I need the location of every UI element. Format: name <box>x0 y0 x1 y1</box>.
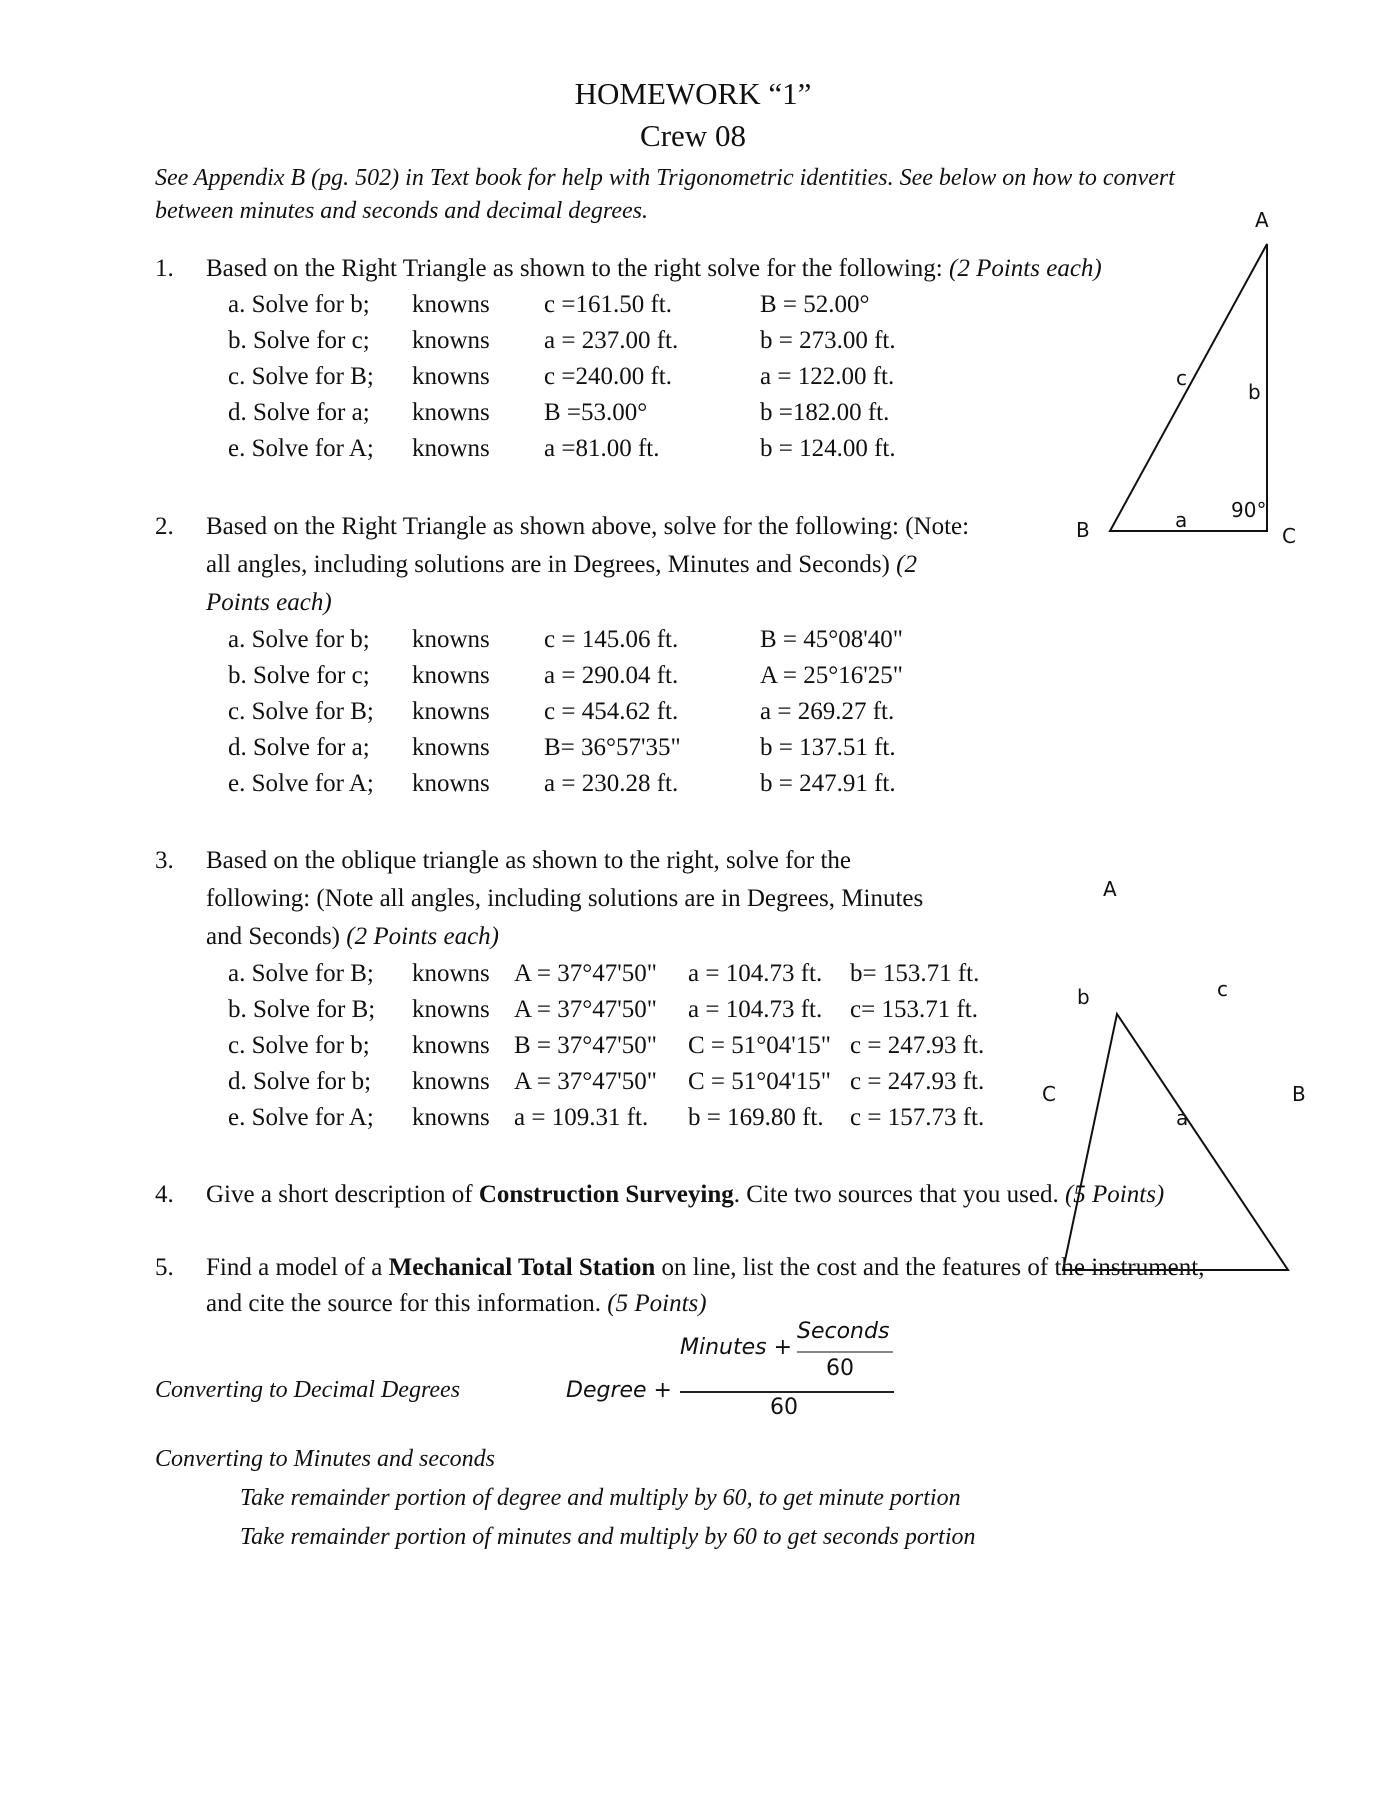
known-value-2: b = 273.00 ft. <box>760 327 896 354</box>
problem-row <box>0 662 1386 696</box>
page-subtitle: Crew 08 <box>640 118 746 153</box>
vertex-c-label: C <box>1282 524 1296 548</box>
known-value-2: a = 122.00 ft. <box>760 363 895 390</box>
topic-bold: Construction Surveying <box>478 1181 734 1208</box>
side-b-label: b <box>1248 380 1261 404</box>
vertex-c-label: C <box>1042 1082 1056 1106</box>
vertex-b-label: B <box>1292 1082 1306 1106</box>
formula-inner-denominator: 60 <box>826 1356 854 1381</box>
known-value-1: A = 37°47'50" <box>514 960 657 987</box>
knowns-label: knowns <box>412 960 490 987</box>
knowns-label: knowns <box>412 698 490 725</box>
question-number: 4. <box>155 1181 174 1208</box>
knowns-label: knowns <box>412 626 490 653</box>
points-label: (5 Points) <box>607 1290 707 1317</box>
question-prompt-tail: . Cite two sources that you used. <box>733 1181 1065 1208</box>
side-a-label: a <box>1176 1106 1189 1130</box>
question-prompt: Based on the Right Triangle as shown to the right solve for the following: <box>206 255 943 282</box>
problem-label: e. Solve for A; <box>228 1104 374 1131</box>
knowns-label: knowns <box>412 770 490 797</box>
problem-label: e. Solve for A; <box>228 435 374 462</box>
problem-label: a. Solve for b; <box>228 291 370 318</box>
question-prompt: and cite the source for this information. <box>206 1290 608 1317</box>
known-value-1: c =161.50 ft. <box>544 291 672 318</box>
knowns-label: knowns <box>412 734 490 761</box>
dms-step-2: Take remainder portion of minutes and multiply by 60 to get seconds portion <box>240 1524 976 1550</box>
known-value-2: a = 269.27 ft. <box>760 698 895 725</box>
problem-label: c. Solve for b; <box>228 1032 370 1059</box>
question-text <box>206 1181 1164 1209</box>
problem-label: d. Solve for a; <box>228 734 370 761</box>
problem-row <box>0 1068 1386 1102</box>
question-number: 3. <box>155 847 174 874</box>
problem-row <box>0 626 1386 660</box>
question-text-line-1: Based on the Right Triangle as shown above, solve for the following: (Note: <box>206 513 970 540</box>
question-text-line-1 <box>206 1254 1204 1282</box>
vertex-a-label: A <box>1255 208 1269 232</box>
formula-seconds-numerator: Seconds <box>797 1319 890 1344</box>
formula-outer-denominator: 60 <box>770 1395 798 1420</box>
knowns-label: knowns <box>412 399 490 426</box>
problem-label: a. Solve for b; <box>228 626 370 653</box>
known-value-2: B = 45°08'40" <box>760 626 903 653</box>
known-value-1: a = 109.31 ft. <box>514 1104 649 1131</box>
known-value-1: B= 36°57'35" <box>544 734 681 761</box>
known-value-2: C = 51°04'15" <box>688 1032 831 1059</box>
question-prompt-tail: on line, list the cost and the features of the instrument, <box>655 1254 1205 1281</box>
question-number: 1. <box>155 255 174 282</box>
problem-label: c. Solve for B; <box>228 698 374 725</box>
problem-row <box>0 770 1386 804</box>
problem-label: d. Solve for b; <box>228 1068 372 1095</box>
known-value-2: a = 104.73 ft. <box>688 996 823 1023</box>
knowns-label: knowns <box>412 1068 490 1095</box>
knowns-label: knowns <box>412 363 490 390</box>
problem-label: d. Solve for a; <box>228 399 370 426</box>
question-prompt: all angles, including solutions are in Degrees, Minutes and Seconds) <box>206 551 890 578</box>
knowns-label: knowns <box>412 291 490 318</box>
known-value-2: b = 124.00 ft. <box>760 435 896 462</box>
knowns-label: knowns <box>412 435 490 462</box>
points-label: (2 Points each) <box>949 255 1102 282</box>
known-value-1: a = 230.28 ft. <box>544 770 679 797</box>
points-label: (5 Points) <box>1064 1181 1165 1208</box>
known-value-3: b= 153.71 ft. <box>850 960 980 987</box>
vertex-a-label: A <box>1103 877 1117 901</box>
problem-row <box>0 960 1386 994</box>
known-value-1: a = 290.04 ft. <box>544 662 679 689</box>
known-value-2: b =182.00 ft. <box>760 399 890 426</box>
question-number: 5. <box>155 1254 174 1281</box>
known-value-1: c = 145.06 ft. <box>544 626 679 653</box>
known-value-3: c = 247.93 ft. <box>850 1068 985 1095</box>
known-value-3: c = 247.93 ft. <box>850 1032 985 1059</box>
page-title: HOMEWORK “1” <box>574 76 812 111</box>
problem-row <box>0 1032 1386 1066</box>
formula-minutes-term: Minutes + <box>680 1335 793 1360</box>
knowns-label: knowns <box>412 1032 490 1059</box>
side-c-label: c <box>1176 366 1187 390</box>
known-value-1: a =81.00 ft. <box>544 435 660 462</box>
question-text-line-3 <box>206 923 499 951</box>
topic-bold: Mechanical Total Station <box>388 1254 656 1281</box>
question-prompt: and Seconds) <box>206 923 340 950</box>
knowns-label: knowns <box>412 996 490 1023</box>
points-label: (2 <box>896 551 917 578</box>
intro-line-1: See Appendix B (pg. 502) in Text book for help with Trigonometric identities. See below on how to convert <box>155 165 1175 191</box>
known-value-1: B = 37°47'50" <box>514 1032 657 1059</box>
points-label: Points each) <box>206 589 332 616</box>
known-value-1: B =53.00° <box>544 399 648 426</box>
problem-label: b. Solve for c; <box>228 662 370 689</box>
question-number: 2. <box>155 513 174 540</box>
right-angle-label: 90° <box>1231 498 1267 522</box>
side-b-label: b <box>1077 985 1090 1009</box>
side-c-label: c <box>1217 977 1228 1001</box>
known-value-2: b = 137.51 ft. <box>760 734 896 761</box>
question-prompt: Give a short description of <box>206 1181 479 1208</box>
knowns-label: knowns <box>412 327 490 354</box>
problem-label: b. Solve for c; <box>228 327 370 354</box>
outer-fraction-bar <box>680 1391 894 1393</box>
known-value-1: c =240.00 ft. <box>544 363 672 390</box>
dms-step-1: Take remainder portion of degree and multiply by 60, to get minute portion <box>240 1485 961 1511</box>
knowns-label: knowns <box>412 662 490 689</box>
question-text-line-2: following: (Note all angles, including solutions are in Degrees, Minutes <box>206 885 924 912</box>
dms-label: Converting to Minutes and seconds <box>155 1446 495 1472</box>
known-value-2: B = 52.00° <box>760 291 870 318</box>
question-text-line-1: Based on the oblique triangle as shown to the right, solve for the <box>206 847 852 874</box>
problem-label: a. Solve for B; <box>228 960 374 987</box>
problem-row <box>0 996 1386 1030</box>
known-value-1: c = 454.62 ft. <box>544 698 679 725</box>
problem-label: b. Solve for B; <box>228 996 376 1023</box>
problem-label: c. Solve for B; <box>228 363 374 390</box>
known-value-3: c = 157.73 ft. <box>850 1104 985 1131</box>
problem-label: e. Solve for A; <box>228 770 374 797</box>
formula-degree-term: Degree + <box>566 1378 672 1403</box>
question-text-line-2 <box>206 551 917 579</box>
problem-row <box>0 734 1386 768</box>
known-value-2: A = 25°16'25" <box>760 662 903 689</box>
question-prompt: Find a model of a <box>206 1254 389 1281</box>
points-label: (2 Points each) <box>346 923 499 950</box>
decimal-degrees-label: Converting to Decimal Degrees <box>155 1377 461 1403</box>
known-value-1: A = 37°47'50" <box>514 996 657 1023</box>
intro-line-2: between minutes and seconds and decimal degrees. <box>155 198 648 224</box>
known-value-3: c= 153.71 ft. <box>850 996 978 1023</box>
inner-fraction-bar <box>797 1351 893 1353</box>
known-value-2: b = 247.91 ft. <box>760 770 896 797</box>
knowns-label: knowns <box>412 1104 490 1131</box>
problem-row <box>0 698 1386 732</box>
known-value-2: a = 104.73 ft. <box>688 960 823 987</box>
known-value-2: C = 51°04'15" <box>688 1068 831 1095</box>
vertex-b-label: B <box>1076 518 1090 542</box>
known-value-1: A = 37°47'50" <box>514 1068 657 1095</box>
question-text-line-2 <box>206 1290 707 1318</box>
known-value-1: a = 237.00 ft. <box>544 327 679 354</box>
known-value-2: b = 169.80 ft. <box>688 1104 824 1131</box>
side-a-label: a <box>1175 508 1188 532</box>
